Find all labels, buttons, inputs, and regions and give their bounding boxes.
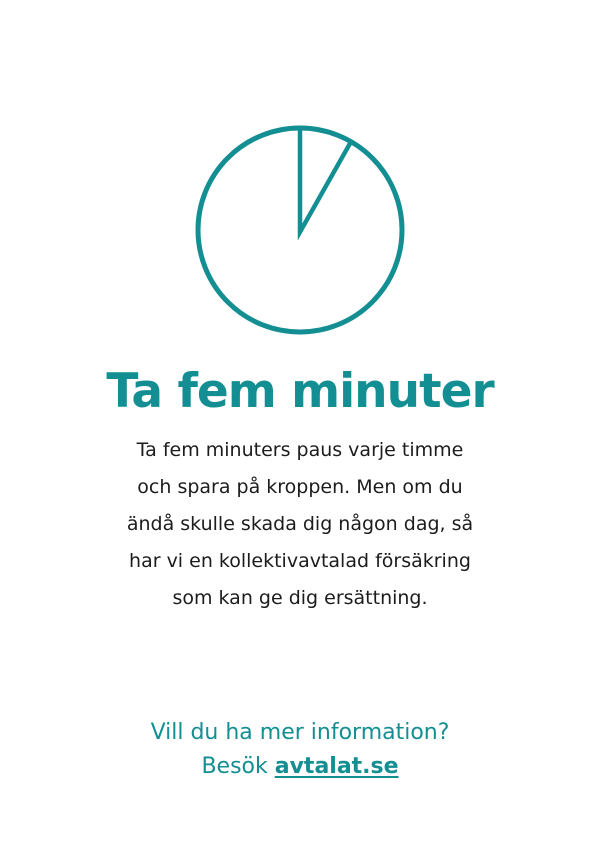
footer-question: Vill du ha mer information? bbox=[150, 720, 450, 745]
headline: Ta fem minuter bbox=[106, 364, 494, 419]
avtalat-link[interactable]: avtalat.se bbox=[274, 754, 399, 779]
footer bbox=[0, 716, 600, 784]
body-line: ändå skulle skada dig någon dag, så bbox=[126, 513, 474, 535]
clock-five-minute-wedge bbox=[300, 128, 351, 232]
clock-five-minutes-icon bbox=[193, 123, 407, 337]
body-text bbox=[60, 432, 540, 617]
body-line: som kan ge dig ersättning. bbox=[172, 587, 428, 609]
body-line: har vi en kollektivavtalad försäkring bbox=[129, 550, 471, 572]
body-line: och spara på kroppen. Men om du bbox=[137, 476, 463, 498]
footer-visit-line bbox=[0, 750, 600, 784]
body-line: Ta fem minuters paus varje timme bbox=[136, 439, 464, 461]
footer-visit-prefix: Besök bbox=[201, 754, 268, 779]
